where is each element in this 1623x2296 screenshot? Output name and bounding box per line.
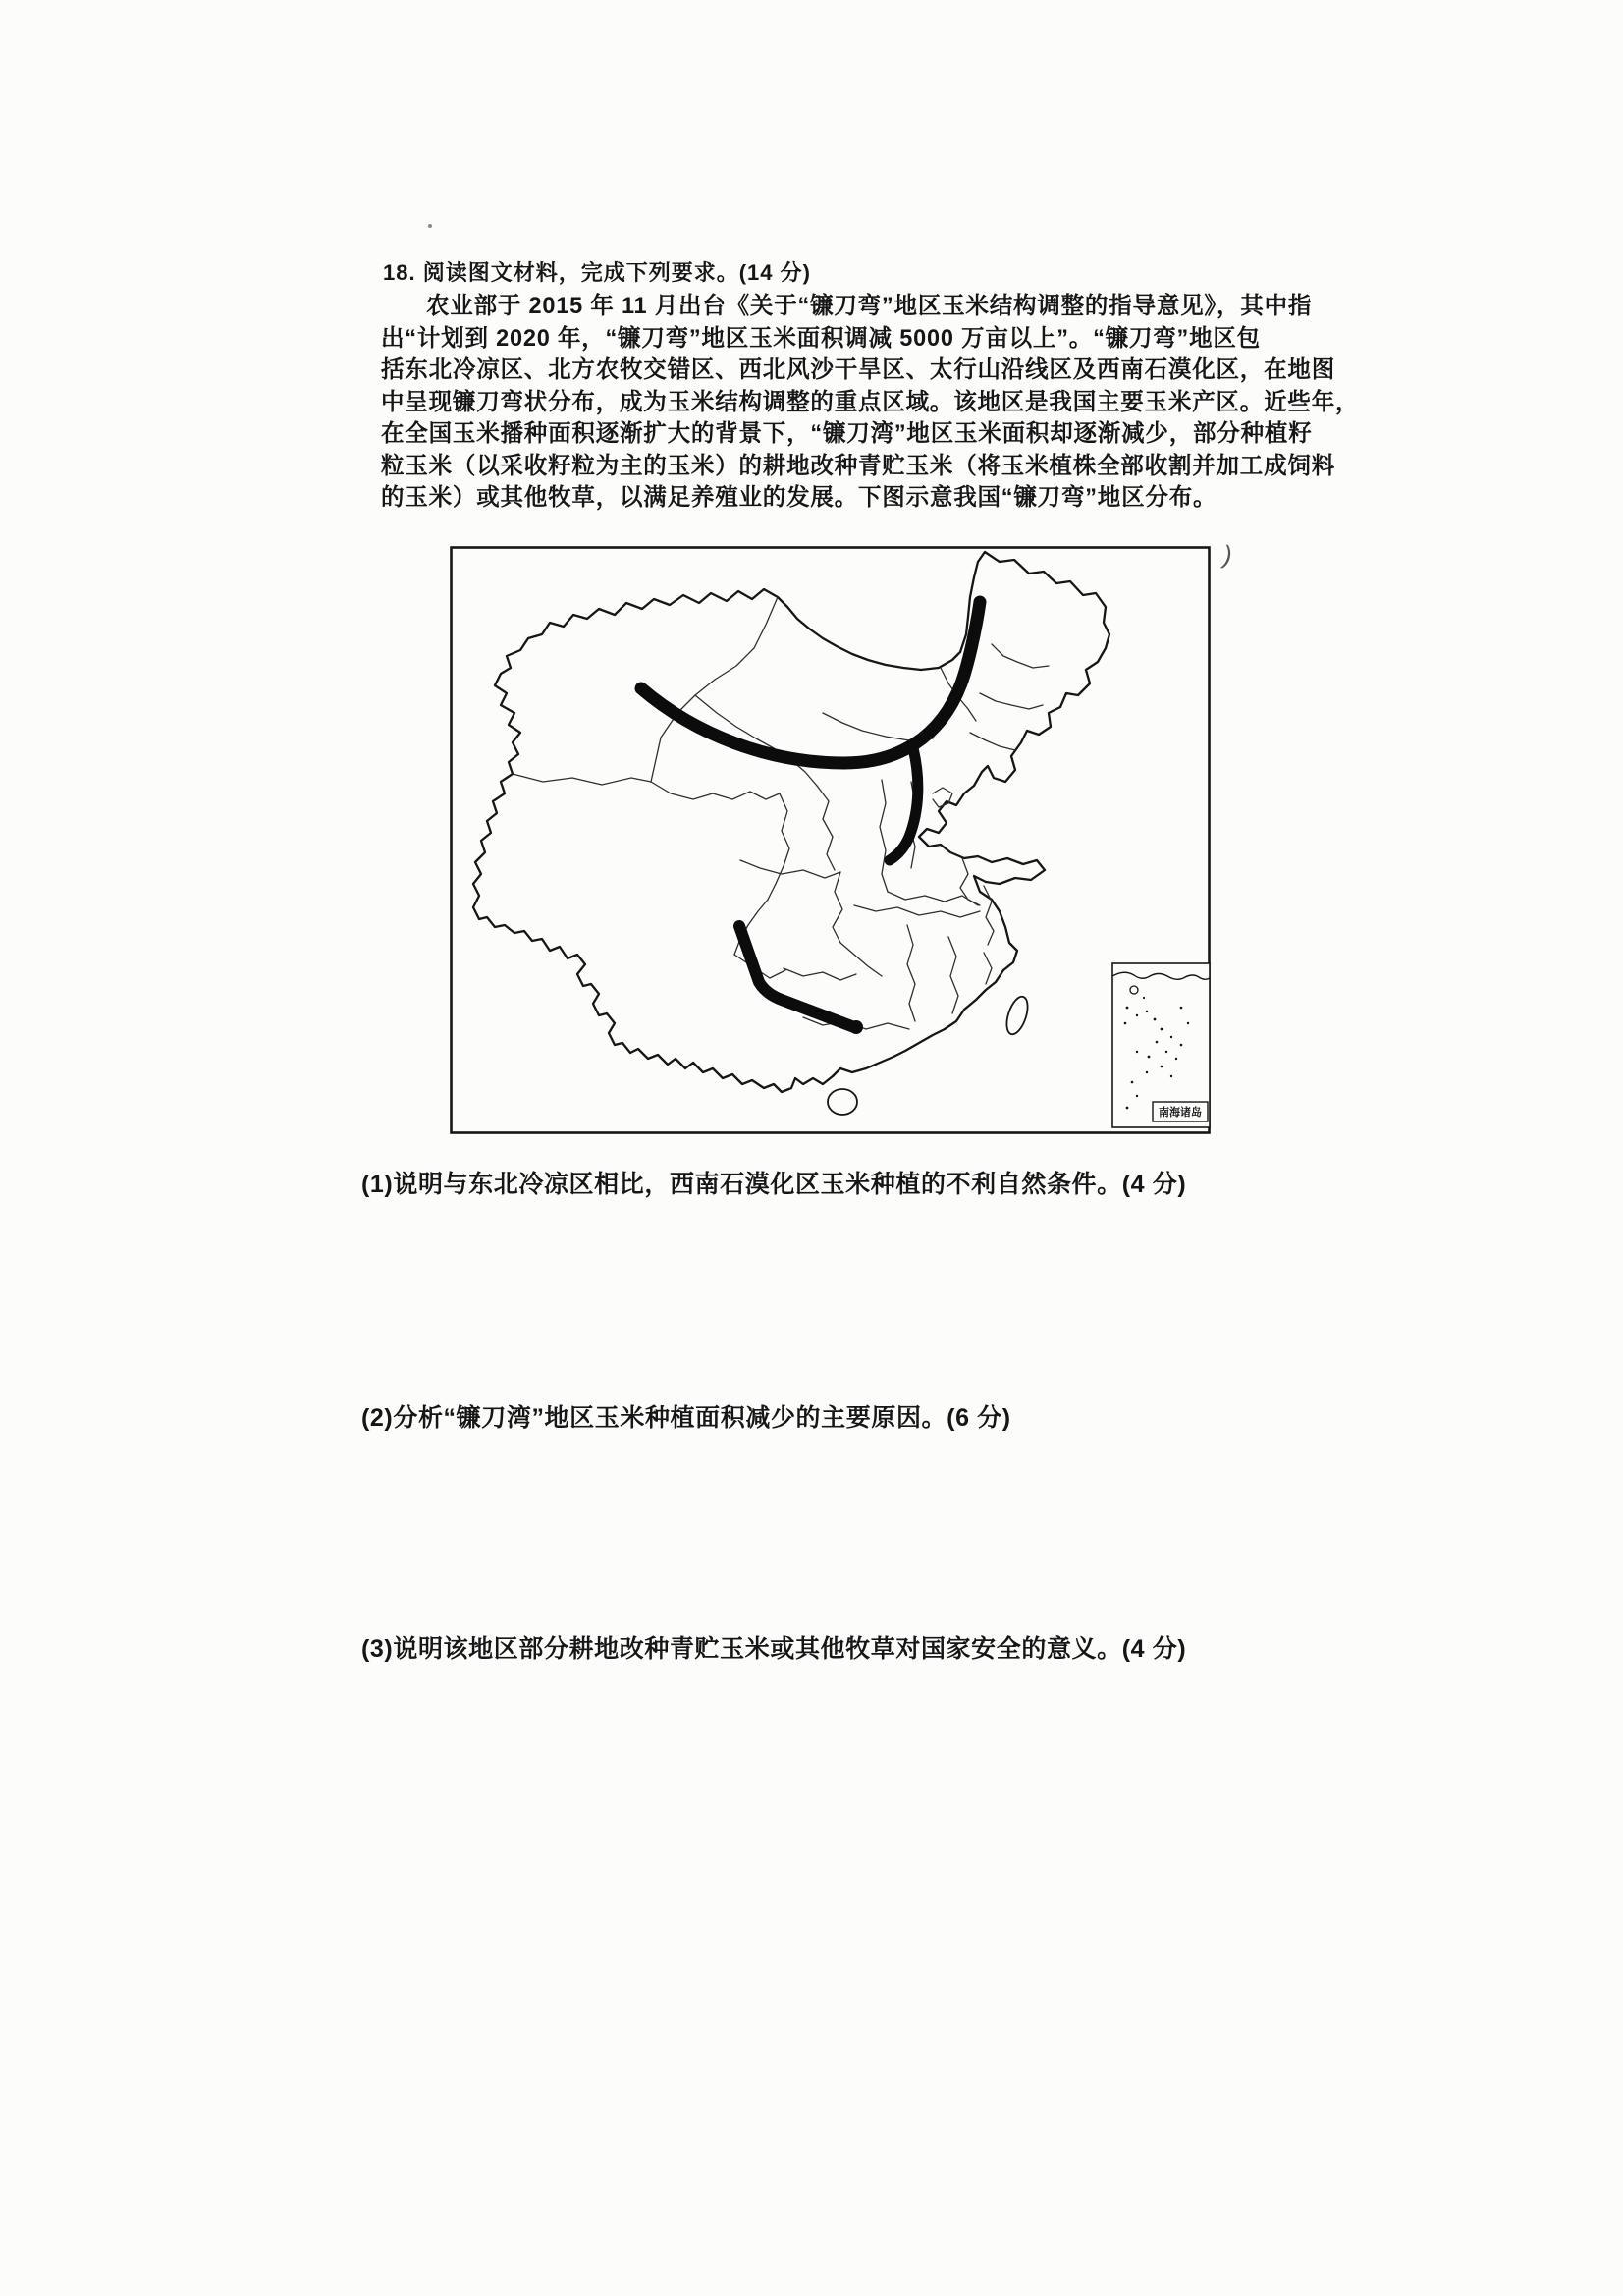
passage-line: 的玉米）或其他牧草，以满足养殖业的发展。下图示意我国“镰刀弯”地区分布。 [381, 483, 1217, 511]
southwest-stroke-tip [849, 1020, 863, 1034]
passage-line: 括东北冷凉区、北方农牧交错区、西北风沙干旱区、太行山沿线区及西南石漠化区，在地图 [381, 355, 1335, 383]
hainan-island [828, 1089, 857, 1115]
question-header: 18. 阅读图文材料，完成下列要求。(14 分) [383, 260, 811, 285]
passage-line: 农业部于 2015 年 11 月出台《关于“镰刀弯”地区玉米结构调整的指导意见》，其中指 [426, 292, 1313, 319]
passage-line: 粒玉米（以采收籽粒为主的玉米）的耕地改种青贮玉米（将玉米植株全部收割并加工成饲料 [381, 452, 1335, 478]
passage-line: 在全国玉米播种面积逐渐扩大的背景下，“镰刀湾”地区玉米面积却逐渐减少，部分种植籽 [381, 419, 1313, 447]
passage-line: 中呈现镰刀弯状分布，成为玉米结构调整的重点区域。该地区是我国主要玉米产区。近些年， [381, 388, 1360, 414]
passage [381, 290, 1360, 514]
scan-artifact-mark: ) [1219, 539, 1236, 571]
sub-question-2: (2)分析“镰刀湾”地区玉米种植面积减少的主要原因。(6 分) [361, 1404, 1011, 1432]
passage-line: 出“计划到 2020 年，“镰刀弯”地区玉米面积调减 5000 万亩以上”。“镰刀弯”地区包 [381, 324, 1261, 351]
china-map-svg [450, 546, 1211, 1134]
map-figure [450, 546, 1211, 1134]
taiwan-island [1002, 994, 1031, 1037]
sub-question-1: (1)说明与东北冷凉区相比，西南石漠化区玉米种植的不利自然条件。(4 分) [361, 1171, 1187, 1198]
inset-label: 南海诸岛 [1159, 1107, 1202, 1119]
scan-speck [428, 224, 432, 228]
sub-question-3: (3)说明该地区部分耕地改种青贮玉米或其他牧草对国家安全的意义。(4 分) [361, 1635, 1187, 1663]
south-china-sea-inset [1112, 963, 1210, 1127]
